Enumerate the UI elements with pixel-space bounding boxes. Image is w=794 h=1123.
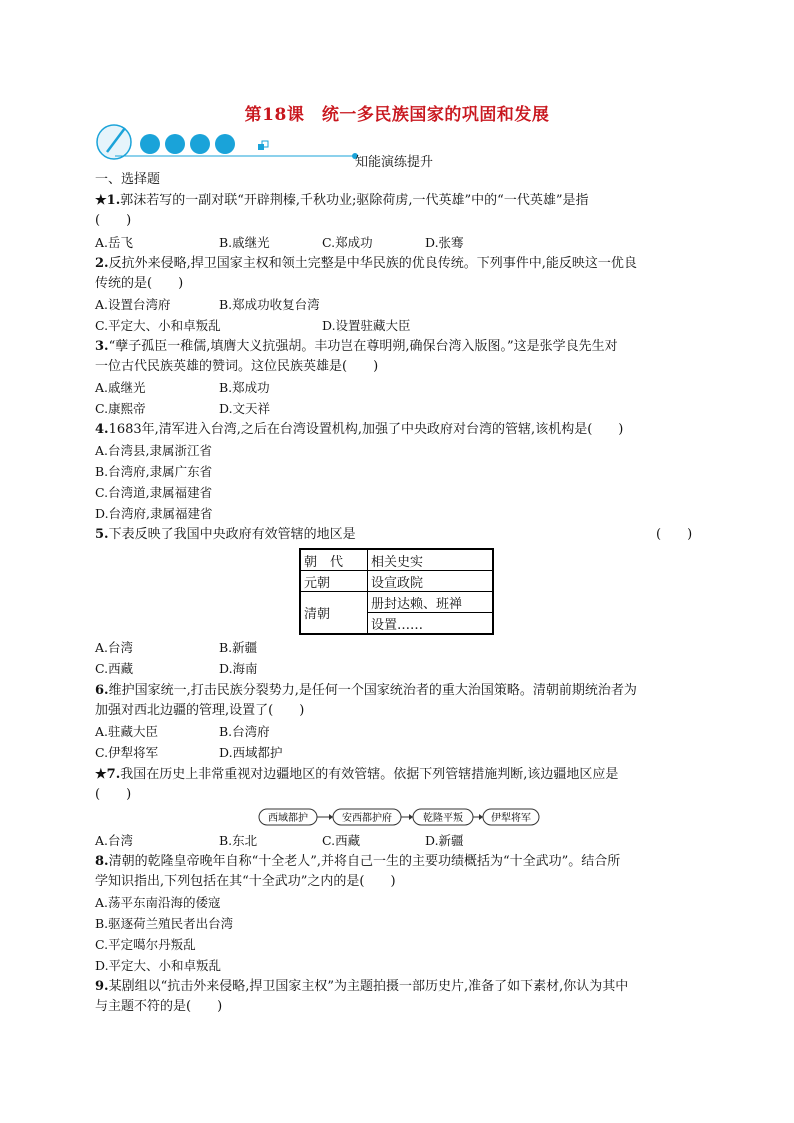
section-tag: 知能演练提升 — [355, 155, 434, 170]
q6-option-d[interactable]: D.西域都护 — [219, 745, 283, 760]
q5-paren: ( ) — [656, 527, 693, 542]
flow-step: 乾隆平叛 — [423, 813, 463, 824]
q2-option-d[interactable]: D.设置驻藏大臣 — [322, 318, 411, 333]
q7-number: 7. — [106, 767, 121, 782]
q9-line1: 某剧组以“抗击外来侵略,捍卫国家主权”为主题拍摄一部历史片,准备了如下素材,你认为其中 — [108, 979, 629, 994]
q8-number: 8. — [95, 854, 109, 869]
q9-number: 9. — [95, 979, 109, 994]
q4-option-d[interactable]: D.台湾府,隶属福建省 — [95, 506, 213, 521]
question-1 — [95, 191, 588, 211]
history-facts-table — [299, 548, 494, 635]
section-heading: 一、选择题 — [95, 172, 161, 187]
table-cell: 元朝 — [300, 571, 368, 592]
q7-text: 我国在历史上非常重视对边疆地区的有效管辖。依据下列管辖措施判断,该边疆地区应是 — [120, 767, 619, 782]
q6-option-a[interactable]: A.驻藏大臣 — [95, 724, 159, 739]
flow-step: 西域都护 — [268, 813, 308, 824]
q4-option-c[interactable]: C.台湾道,隶属福建省 — [95, 485, 213, 500]
q6-line1: 维护国家统一,打击民族分裂势力,是任何一个国家统治者的重大治国策略。清朝前期统治者为 — [108, 683, 637, 698]
table-cell: 册封达赖、班禅 — [368, 592, 494, 613]
q1-option-a[interactable]: A.岳飞 — [95, 235, 134, 250]
question-2 — [95, 254, 637, 274]
q7-paren: ( ) — [95, 787, 132, 802]
question-5 — [95, 525, 356, 545]
q2-line2: 传统的是( ) — [95, 276, 184, 291]
q4-option-b[interactable]: B.台湾府,隶属广东省 — [95, 464, 213, 479]
q8-line1: 清朝的乾隆皇帝晚年自称“十全老人”,并将自己一生的主要功绩概括为“十全武功”。结合所 — [108, 854, 621, 869]
q5-option-b[interactable]: B.新疆 — [219, 640, 258, 655]
flow-step: 安西都护府 — [342, 813, 392, 824]
q3-option-c[interactable]: C.康熙帝 — [95, 401, 146, 416]
q4-option-a[interactable]: A.台湾县,隶属浙江省 — [95, 443, 212, 458]
governance-flow-diagram — [258, 806, 540, 828]
q1-text: 郭沫若写的一副对联“开辟荆榛,千秋功业;驱除荷虏,一代英雄”中的“一代英雄”是指 — [120, 193, 589, 208]
table-header-dynasty: 朝 代 — [300, 549, 368, 571]
q5-text: 下表反映了我国中央政府有效管辖的地区是 — [108, 527, 356, 542]
q3-option-a[interactable]: A.戚继光 — [95, 380, 146, 395]
page-title: 第18课 统一多民族国家的巩固和发展 — [244, 105, 550, 125]
q6-line2: 加强对西北边疆的管理,设置了( ) — [95, 703, 305, 718]
q8-option-b[interactable]: B.驱逐荷兰殖民者出台湾 — [95, 916, 234, 931]
q7-option-c[interactable]: C.西藏 — [322, 833, 361, 848]
q2-line1: 反抗外来侵略,捍卫国家主权和领土完整是中华民族的优良传统。下列事件中,能反映这一优良 — [108, 256, 637, 271]
q6-option-c[interactable]: C.伊犁将军 — [95, 745, 159, 760]
star-icon: ★ — [95, 193, 107, 208]
section-banner — [95, 122, 385, 164]
question-6 — [95, 681, 637, 701]
q4-number: 4. — [95, 422, 109, 437]
q2-number: 2. — [95, 256, 109, 271]
q2-option-c[interactable]: C.平定大、小和卓叛乱 — [95, 318, 221, 333]
table-header-facts: 相关史实 — [368, 549, 494, 571]
q9-line2: 与主题不符的是( ) — [95, 999, 223, 1014]
q8-line2: 学知识指出,下列包括在其“十全武功”之内的是( ) — [95, 874, 396, 889]
q8-option-d[interactable]: D.平定大、小和卓叛乱 — [95, 958, 222, 973]
q6-option-b[interactable]: B.台湾府 — [219, 724, 270, 739]
q8-option-a[interactable]: A.荡平东南沿海的倭寇 — [95, 895, 221, 910]
q5-option-d[interactable]: D.海南 — [219, 661, 258, 676]
q1-number: 1. — [106, 193, 121, 208]
question-9 — [95, 977, 628, 997]
q6-number: 6. — [95, 683, 109, 698]
q7-option-d[interactable]: D.新疆 — [425, 833, 464, 848]
q3-line2: 一位古代民族英雄的赞词。这位民族英雄是( ) — [95, 359, 379, 374]
q2-option-a[interactable]: A.设置台湾府 — [95, 297, 171, 312]
q8-option-c[interactable]: C.平定噶尔丹叛乱 — [95, 937, 196, 952]
table-cell: 清朝 — [300, 592, 368, 635]
q3-option-b[interactable]: B.郑成功 — [219, 380, 270, 395]
q7-option-a[interactable]: A.台湾 — [95, 833, 134, 848]
table-row — [300, 571, 493, 592]
table-cell: 设宣政院 — [368, 571, 494, 592]
question-8 — [95, 852, 620, 872]
q1-option-c[interactable]: C.郑成功 — [322, 235, 373, 250]
q3-number: 3. — [95, 339, 109, 354]
table-cell: 设置…… — [368, 613, 494, 635]
q5-option-c[interactable]: C.西藏 — [95, 661, 134, 676]
table-row — [300, 549, 493, 571]
q3-line1: “孽子孤臣一稚儒,填膺大义抗强胡。丰功岂在尊明朔,确保台湾入版图。”这是张学良先生对 — [108, 339, 618, 354]
star-icon: ★ — [95, 767, 107, 782]
q1-paren: ( ) — [95, 213, 132, 228]
q5-number: 5. — [95, 527, 109, 542]
question-3 — [95, 337, 618, 357]
q3-option-d[interactable]: D.文天祥 — [219, 401, 271, 416]
q5-option-a[interactable]: A.台湾 — [95, 640, 134, 655]
flow-step: 伊犁将军 — [491, 813, 531, 824]
q1-option-d[interactable]: D.张骞 — [425, 235, 464, 250]
q2-option-b[interactable]: B.郑成功收复台湾 — [219, 297, 320, 312]
q1-option-b[interactable]: B.戚继光 — [219, 235, 270, 250]
table-row — [300, 592, 493, 613]
question-7 — [95, 765, 618, 785]
question-4 — [95, 420, 623, 440]
q4-text: 1683年,清军进入台湾,之后在台湾设置机构,加强了中央政府对台湾的管辖,该机构是( ) — [108, 422, 624, 437]
q7-option-b[interactable]: B.东北 — [219, 833, 258, 848]
